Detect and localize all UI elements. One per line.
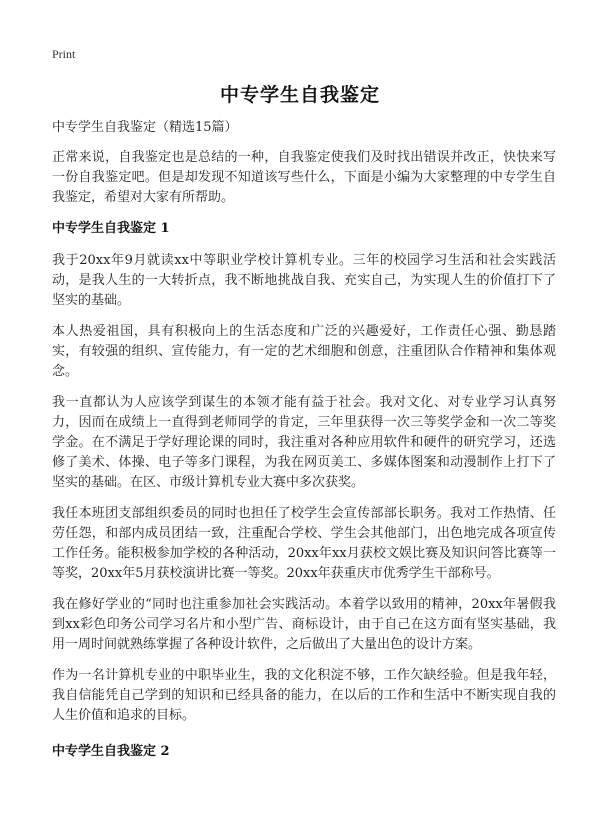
section-1-paragraph-4: 我任本班团支部组织委员的同时也担任了校学生会宣传部部长职务。我对工作热情、任劳任怨，和部内成员团结一致，注重配合学校、学生会其他部门，出色地完成各项宣传工作任务。能积极参加学校的各种活动，20xx年xx月获校文娱比赛及知识问答比赛等一等奖，20xx年5月获校演讲比赛一等奖。20xx年获重庆市优秀学生干部称号。 bbox=[52, 506, 556, 581]
document-subtitle: 中专学生自我鉴定（精选15篇） bbox=[52, 120, 238, 135]
section-1-paragraph-3: 我一直都认为人应该学到谋生的本领才能有益于社会。我对文化、对专业学习认真努力，因而在成绩上一直得到老师同学的肯定，三年里获得一次三等奖学金和一次二等奖学金。在不满足于学好理论课的同时，我注重对各种应用软件和硬件的研究学习，还选修了美术、体操、电子等多门课程，为我在网页美工、多媒体图案和动漫制作上打下了坚实的基础。在区、市级计算机专业大赛中多次获奖。 bbox=[52, 395, 556, 490]
print-label: Print bbox=[52, 47, 76, 61]
section-1-paragraph-1: 我于20xx年9月就读xx中等职业学校计算机专业。三年的校园学习生活和社会实践活动，是我人生的一大转折点，我不断地挑战自我、充实自己，为实现人生的价值打下了坚实的基础。 bbox=[52, 253, 556, 308]
section-1-paragraph-6: 作为一名计算机专业的中职毕业生，我的文化积淀不够，工作欠缺经验。但是我年轻，我自信能凭自己学到的知识和已经具备的能力，在以后的工作和生活中不断实现自我的人生价值和追求的目标。 bbox=[52, 668, 556, 723]
intro-paragraph: 正常来说，自我鉴定也是总结的一种，自我鉴定使我们及时找出错误并改正，快快来写一份自我鉴定吧。但是却发现不知道该写些什么，下面是小编为大家整理的中专学生自我鉴定，希望对大家有所帮助。 bbox=[52, 150, 556, 205]
section-1-paragraph-2: 本人热爱祖国，具有积极向上的生活态度和广泛的兴趣爱好，工作责任心强、勤恳踏实，有较强的组织、宣传能力，有一定的艺术细胞和创意，注重团队合作精神和集体观念。 bbox=[52, 324, 556, 379]
section-heading-2: 中专学生自我鉴定 2 bbox=[52, 744, 170, 759]
page-title: 中专学生自我鉴定 bbox=[219, 84, 380, 106]
section-1-paragraph-5: 我在修好学业的“同时也注重参加社会实践活动。本着学以致用的精神，20xx年暑假我到xx彩色印务公司学习名片和小型广告、商标设计，由于自己在这方面有坚实基础，我用一周时间就熟练掌握了各种设计软件，之后做出了大量出色的设计方案。 bbox=[52, 597, 556, 652]
section-heading-1: 中专学生自我鉴定 1 bbox=[52, 221, 170, 236]
document-body bbox=[52, 118, 556, 774]
